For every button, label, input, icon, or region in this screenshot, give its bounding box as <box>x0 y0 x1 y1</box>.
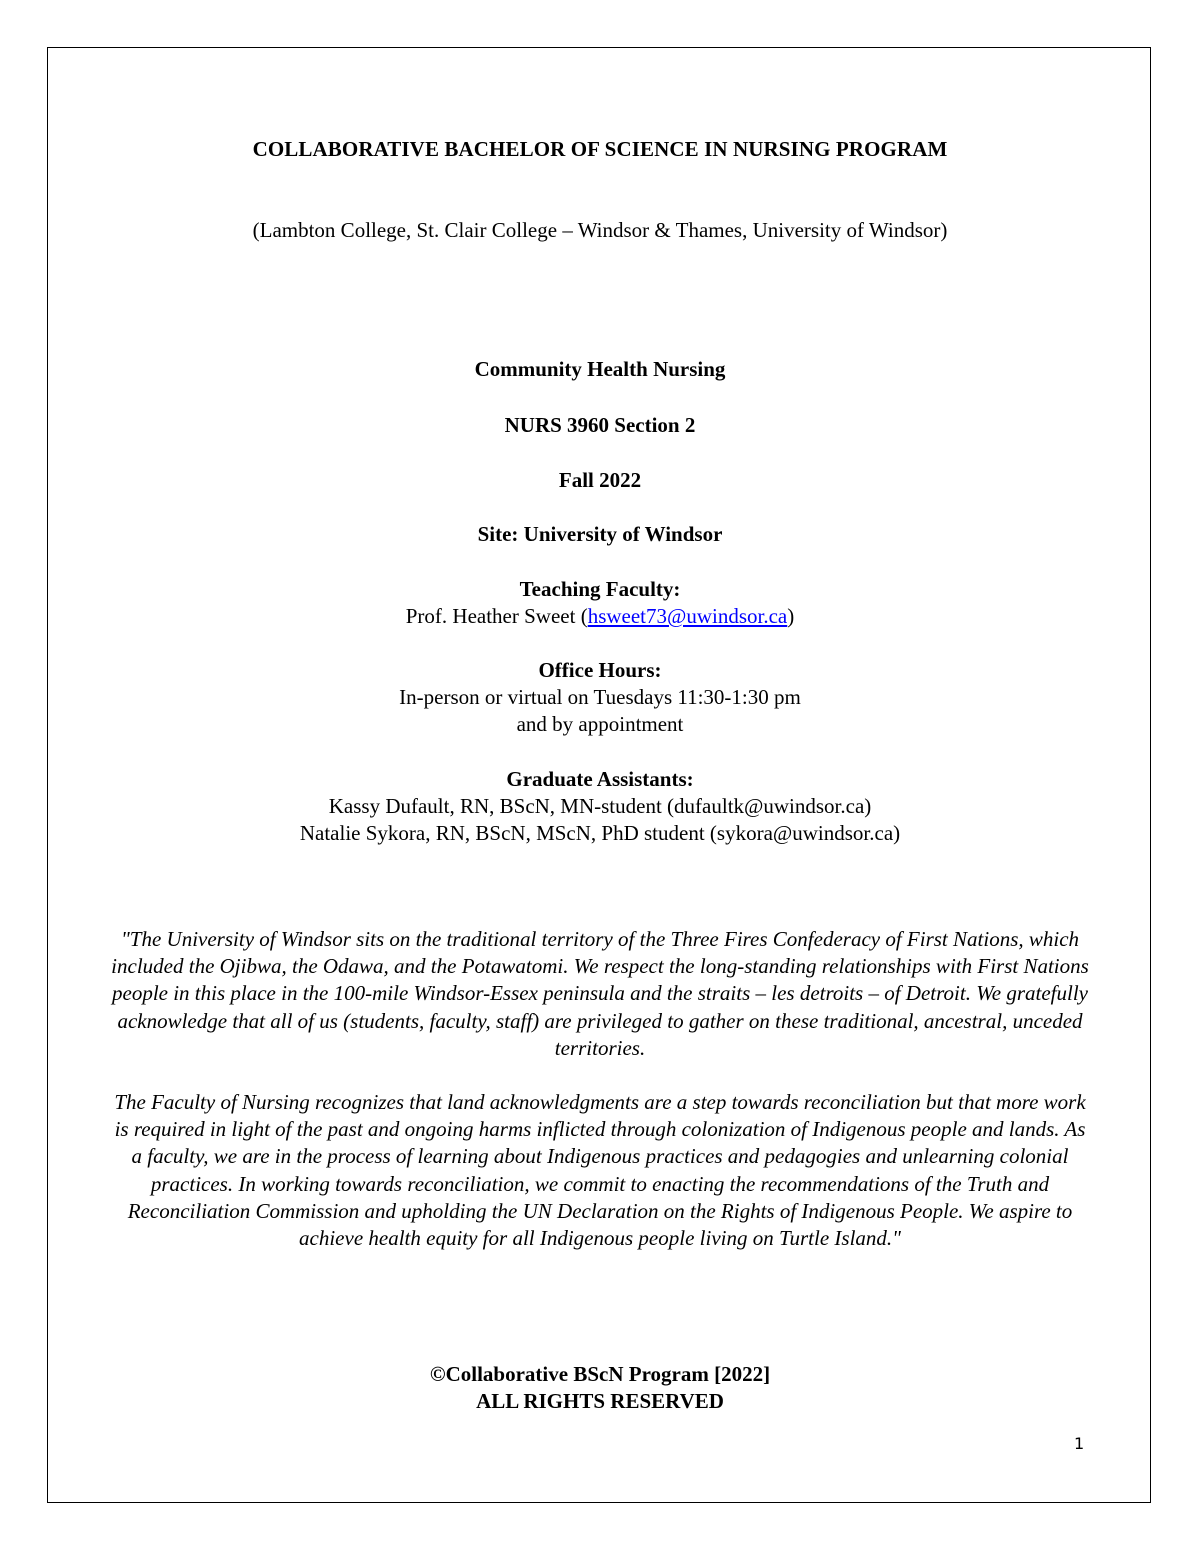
office-hours-heading: Office Hours: <box>538 658 662 682</box>
office-hours-section <box>0 657 1200 738</box>
faculty-name-suffix: ) <box>787 604 795 628</box>
site: Site: University of Windsor <box>477 522 723 546</box>
land-acknowledgment-paragraph-2: The Faculty of Nursing recognizes that land acknowledgments are a step towards reconciliation but that more work is required in light of the past and ongoing harms inflicted through colonization of Indigenous people and lands. As a faculty, we are in the process of learning about Indigenous practices and pedagogies and unlearning colonial practices. In working towards reconciliation, we commit to enacting the recommendations of the Truth and Reconciliation Commission and upholding the UN Declaration on the Rights of Indigenous People. We aspire to achieve health equity for all Indigenous people living on Turtle Island." <box>114 1090 1086 1251</box>
teaching-faculty-heading: Teaching Faculty: <box>519 577 681 601</box>
teaching-faculty-name <box>0 603 1200 630</box>
graduate-assistant-2: Natalie Sykora, RN, BScN, MScN, PhD student (sykora@uwindsor.ca) <box>299 821 901 845</box>
term: Fall 2022 <box>558 468 642 492</box>
graduate-assistants-section <box>0 766 1200 847</box>
copyright-notice <box>0 1361 1200 1415</box>
faculty-name-prefix: Prof. Heather Sweet ( <box>405 604 588 628</box>
rights-reserved: ALL RIGHTS RESERVED <box>476 1389 724 1413</box>
course-name: Community Health Nursing <box>474 357 726 381</box>
teaching-faculty-section <box>0 576 1200 630</box>
course-code: NURS 3960 Section 2 <box>504 413 696 437</box>
program-title: COLLABORATIVE BACHELOR OF SCIENCE IN NURSING PROGRAM <box>252 137 948 161</box>
office-hours-appointment: and by appointment <box>516 712 684 736</box>
graduate-assistant-1: Kassy Dufault, RN, BScN, MN-student (dufaultk@uwindsor.ca) <box>328 794 872 818</box>
land-acknowledgment-paragraph-1: "The University of Windsor sits on the traditional territory of the Three Fires Confederacy of First Nations, which included the Ojibwa, the Odawa, and the Potawatomi. We respect the long-standing relationships with First Nations people in this place in the 100-mile Windsor-Essex peninsula and the straits – les detroits – of Detroit. We gratefully acknowledge that all of us (students, faculty, staff) are privileged to gather on these traditional, ancestral, unceded territories. <box>111 927 1089 1060</box>
graduate-assistants-heading: Graduate Assistants: <box>506 767 694 791</box>
partner-institutions: (Lambton College, St. Clair College – Windsor & Thames, University of Windsor) <box>252 218 948 242</box>
page-number: 1 <box>1074 1434 1085 1453</box>
copyright-line: ©Collaborative BScN Program [2022] <box>429 1362 771 1386</box>
office-hours-line: In-person or virtual on Tuesdays 11:30-1:30 pm <box>399 685 801 709</box>
faculty-email-link[interactable]: hsweet73@uwindsor.ca <box>587 604 788 628</box>
